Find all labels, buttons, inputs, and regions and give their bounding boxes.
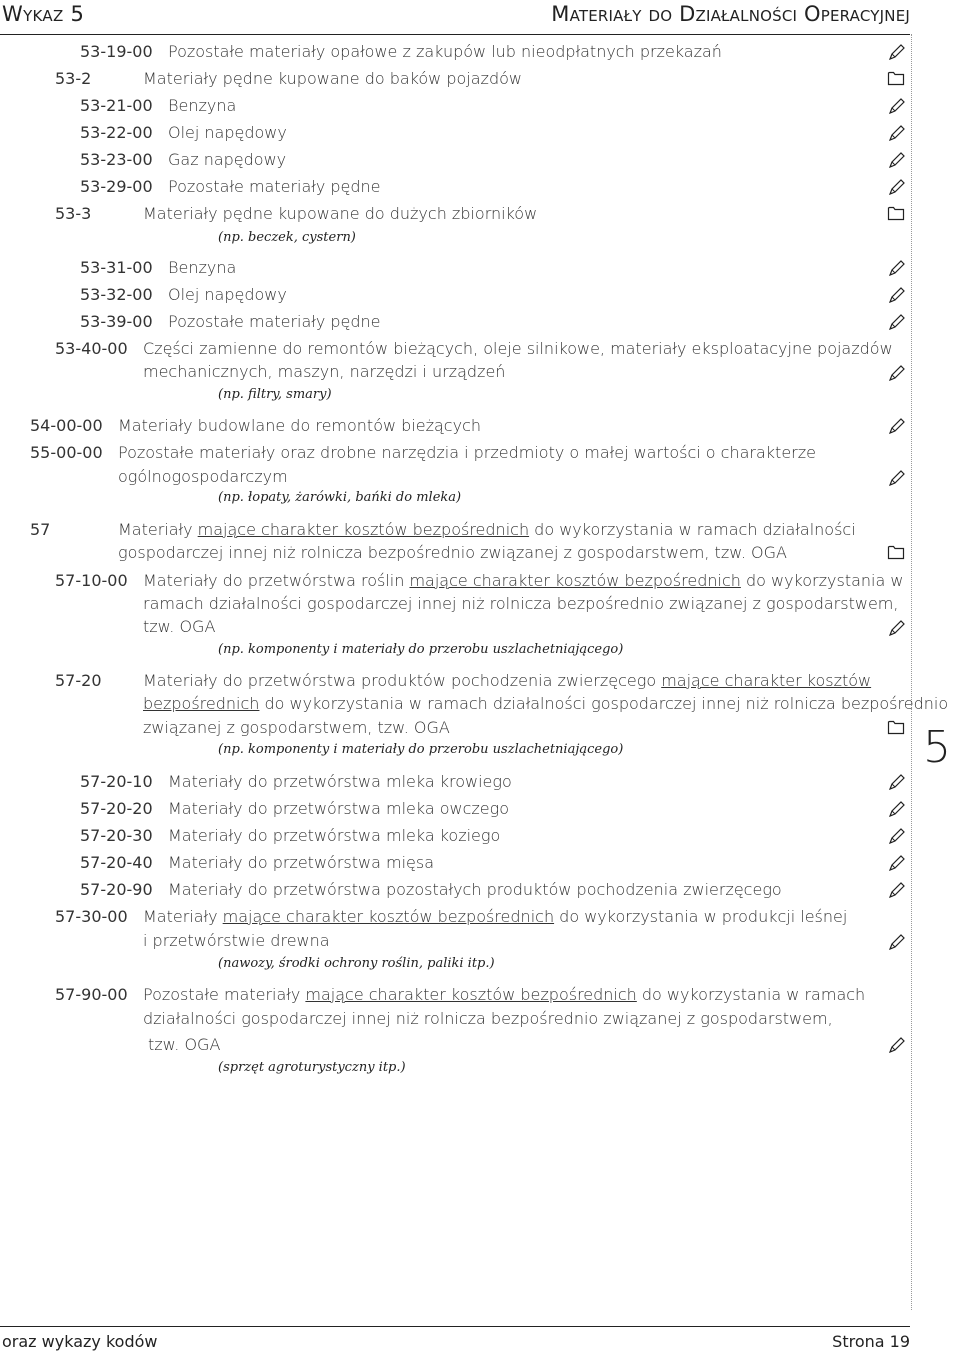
pencil-icon [888,773,906,791]
pencil-icon [888,313,906,331]
row-text: bezpośrednich do wykorzystania w ramach działalności gospodarczej innej niż rolnicza bezpośrednio [143,694,949,713]
row-text: Pozostałe materiały mające charakter kosztów bezpośrednich do wykorzystania w ramach [143,985,866,1004]
pencil-icon [888,854,906,872]
pencil-icon [888,178,906,196]
row-code: 53-2 [55,69,92,88]
header-left: Wykaz 5 [2,2,85,26]
folder-icon [887,204,905,222]
row-code: 57-90-00 [55,985,128,1004]
row-text: Części zamienne do remontów bieżących, oleje silnikowe, materiały eksploatacyjne pojazdów [143,339,893,358]
pencil-icon [888,417,906,435]
pencil-icon [888,881,906,899]
row-text: Materiały do przetwórstwa roślin mające charakter kosztów bezpośrednich do wykorzystania w [143,571,904,590]
row-text: Materiały do przetwórstwa mleka owczego [168,799,510,818]
row-text: Pozostałe materiały oraz drobne narzędzia i przedmioty o małej wartości o charakterze [118,443,816,462]
pencil-icon [888,259,906,277]
row-text: Gaz napędowy [168,150,287,169]
pencil-icon [888,97,906,115]
pencil-icon [888,619,906,637]
row-code: 53-19-00 [80,42,153,61]
row-code: 54-00-00 [30,416,103,435]
footer-rule [0,1326,910,1328]
row-text: Pozostałe materiały opałowe z zakupów lub nieodpłatnych przekazań [168,42,722,61]
row-code: 57-20-20 [80,799,153,818]
row-text: Olej napędowy [168,123,287,142]
row-code: 53-32-00 [80,285,153,304]
pencil-icon [888,933,906,951]
row-code: 57-20 [55,671,102,690]
tab-number: 5 [923,722,951,773]
row-code: 53-39-00 [80,312,153,331]
pencil-icon [888,43,906,61]
pencil-icon [888,151,906,169]
pencil-icon [888,1036,906,1054]
row-code: 57-20-10 [80,772,153,791]
row-text: Benzyna [168,96,237,115]
row-code: 53-31-00 [80,258,153,277]
folder-icon [887,543,905,561]
row-note: (np. łopaty, żarówki, bańki do mleka) [218,490,462,505]
pencil-icon [888,827,906,845]
row-code: 53-21-00 [80,96,153,115]
margin-rule [911,34,912,1310]
row-text: działalności gospodarczej innej niż rolnicza bezpośrednio związanej z gospodarstwem, [143,1009,833,1028]
row-note: (sprzęt agroturystyczny itp.) [218,1060,406,1075]
row-text: Materiały pędne kupowane do baków pojazdów [143,69,522,88]
pencil-icon [888,364,906,382]
footer-left: oraz wykazy kodów [2,1332,158,1351]
row-text: Pozostałe materiały pędne [168,312,381,331]
row-code: 55-00-00 [30,443,103,462]
row-note: (nawozy, środki ochrony roślin, paliki itp.) [218,956,495,971]
row-note: (np. komponenty i materiały do przerobu uszlachetniającego) [218,642,624,657]
row-text: Pozostałe materiały pędne [168,177,381,196]
row-text: Benzyna [168,258,237,277]
pencil-icon [888,800,906,818]
row-text: Materiały mające charakter kosztów bezpośrednich do wykorzystania w produkcji leśnej [143,907,848,926]
row-text: gospodarczej innej niż rolnicza bezpośrednio związanej z gospodarstwem, tzw. OGA [118,543,787,562]
folder-icon [887,69,905,87]
row-note: (np. komponenty i materiały do przerobu uszlachetniającego) [218,742,624,757]
row-text: i przetwórstwie drewna [143,931,330,950]
pencil-icon [888,469,906,487]
pencil-icon [888,124,906,142]
row-code: 53-3 [55,204,92,223]
row-text: Materiały pędne kupowane do dużych zbiorników [143,204,538,223]
row-code: 53-22-00 [80,123,153,142]
row-text: tzw. OGA [143,617,216,636]
row-text: mechanicznych, maszyn, narzędzi i urządzeń [143,362,506,381]
row-note: (np. filtry, smary) [218,387,332,402]
row-text: ogólnogospodarczym [118,467,288,486]
row-code: 57-20-90 [80,880,153,899]
row-code: 53-29-00 [80,177,153,196]
folder-icon [887,718,905,736]
row-text: tzw. OGA [148,1035,221,1054]
row-code: 57-10-00 [55,571,128,590]
row-text: Materiały mające charakter kosztów bezpośrednich do wykorzystania w ramach działalności [118,520,856,539]
row-text: Materiały do przetwórstwa mleka krowiego [168,772,512,791]
row-text: ramach działalności gospodarczej innej niż rolnicza bezpośrednio związanej z gospodarstwem, [143,594,899,613]
row-code: 57-20-30 [80,826,153,845]
row-text: Materiały do przetwórstwa mleka koziego [168,826,501,845]
row-text: Materiały do przetwórstwa mięsa [168,853,434,872]
row-text: Materiały budowlane do remontów bieżących [118,416,482,435]
row-code: 57-20-40 [80,853,153,872]
row-text: Olej napędowy [168,285,287,304]
row-text: związanej z gospodarstwem, tzw. OGA [143,718,450,737]
row-code: 53-23-00 [80,150,153,169]
row-text: Materiały do przetwórstwa produktów pochodzenia zwierzęcego mające charakter kosztów [143,671,872,690]
footer-right: Strona 19 [832,1332,910,1351]
row-code: 57-30-00 [55,907,128,926]
header-right: Materiały do Działalności Operacyjnej [551,2,910,26]
pencil-icon [888,286,906,304]
row-note: (np. beczek, cystern) [218,230,356,245]
row-code: 57 [30,520,51,539]
page-header [0,0,910,35]
row-text: Materiały do przetwórstwa pozostałych produktów pochodzenia zwierzęcego [168,880,782,899]
row-code: 53-40-00 [55,339,128,358]
